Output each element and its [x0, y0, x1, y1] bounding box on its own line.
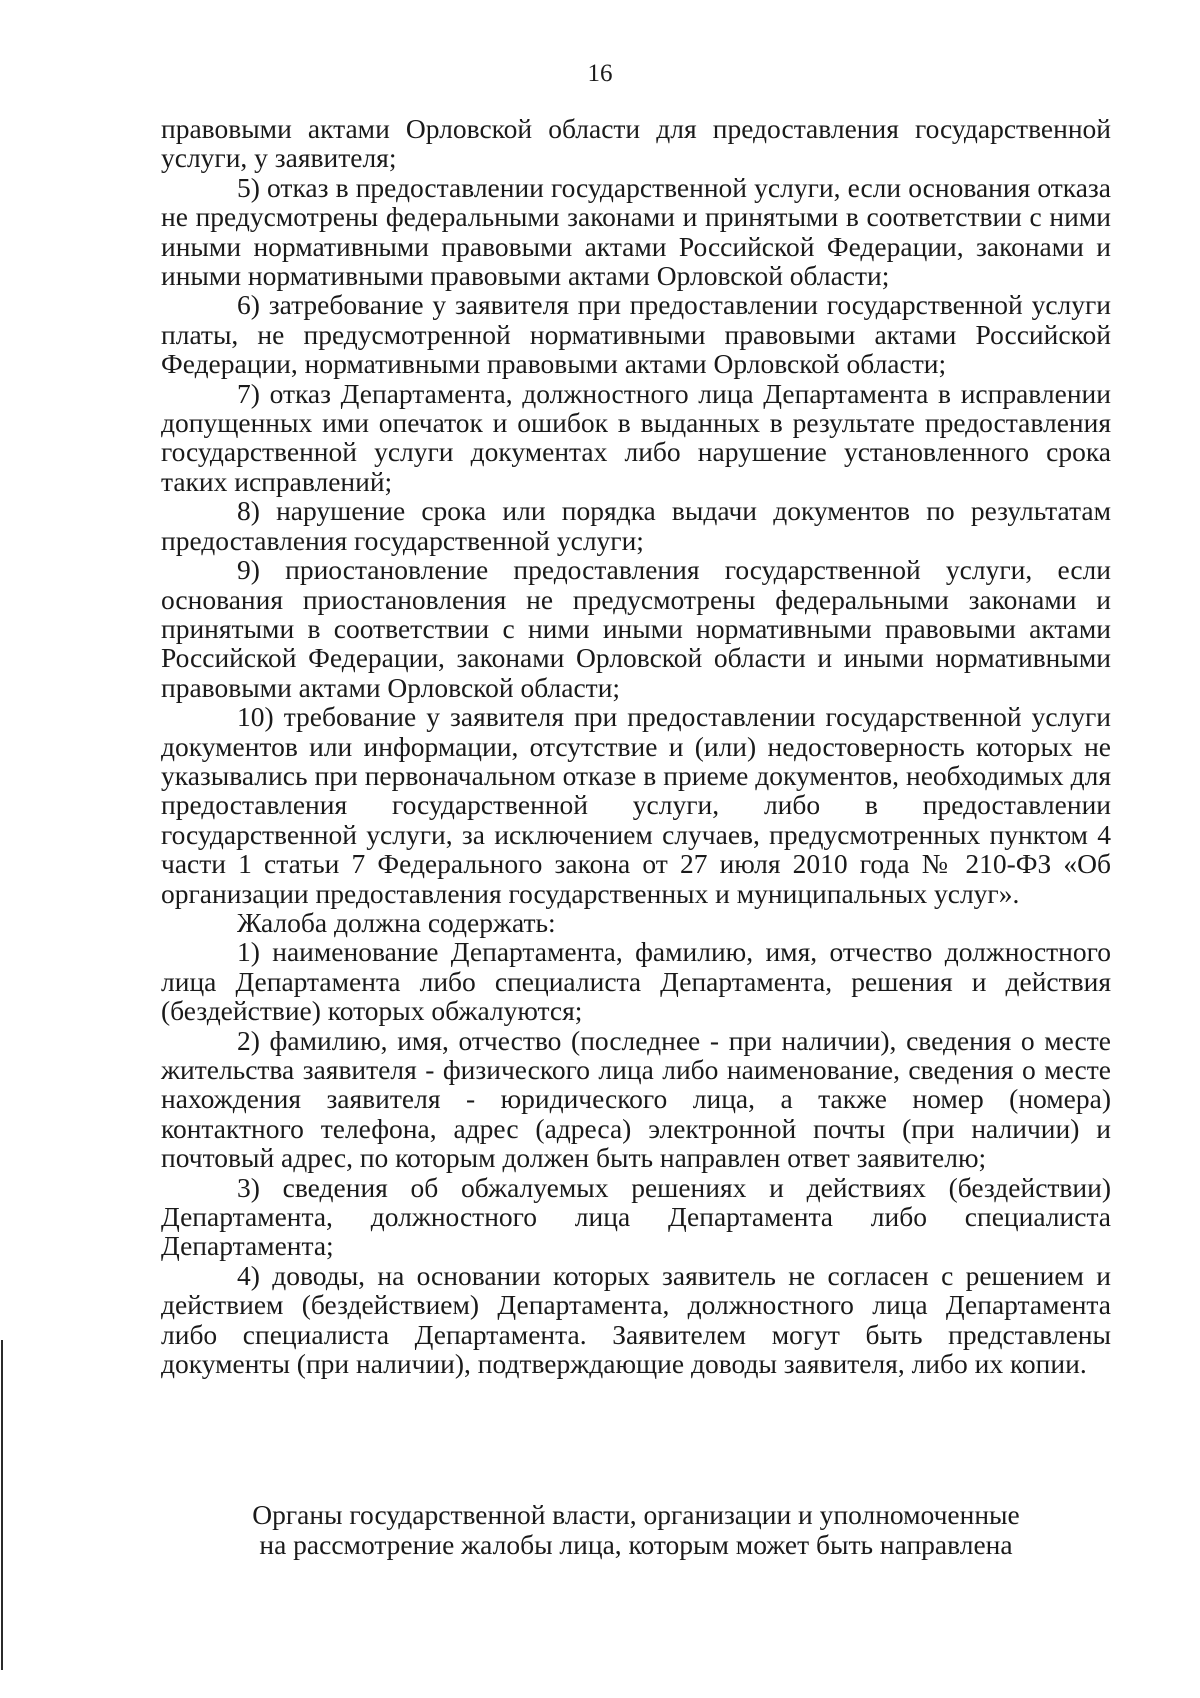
paragraph-item-9: 9) приостановление предоставления государственной услуги, если основания приостановления не предусмотрены федеральными законами и принятыми в соответствии с ними иными нормативными правовыми актами Российской Федерации, законами Орловской области и иными нормативными правовыми актами Орловской области;: [161, 554, 1111, 703]
document-body: [161, 114, 1111, 1378]
paragraph-item-6: 6) затребование у заявителя при предоставлении государственной услуги платы, не предусмотренной нормативными правовыми актами Российской Федерации, нормативными правовыми актами Орловской области;: [161, 289, 1111, 380]
page-number: 16: [587, 60, 613, 87]
paragraph-item-10: 10) требование у заявителя при предоставлении государственной услуги документов или информации, отсутствие и (или) недостоверность которых не указывались при первоначальном отказе в приеме документов, необходимых для предоставления государственной услуги, либо в предоставлении государственной услуги, за исключением случаев, предусмотренных пунктом 4 части 1 статьи 7 Федерального закона от 27 июля 2010 года № 210-ФЗ «Об организации предоставления государственных и муниципальных услуг».: [161, 701, 1111, 909]
paragraph-complaint-item-2: 2) фамилию, имя, отчество (последнее - при наличии), сведения о месте жительства заявителя - физического лица либо наименование, сведения о месте нахождения заявителя - юридического лица, а также номер (номера) контактного телефона, адрес (адреса) электронной почты (при наличии) и почтовый адрес, по которым должен быть направлен ответ заявителю;: [161, 1024, 1111, 1174]
paragraph-complaint-intro: Жалоба должна содержать:: [237, 906, 556, 938]
section-heading-line-2: на рассмотрение жалобы лица, которым может быть направлена: [259, 1529, 1013, 1560]
paragraph-complaint-item-1: 1) наименование Департамента, фамилию, имя, отчество должностного лица Департамента либо специалиста Департамента, решения и действия (бездействие) которых обжалуются;: [161, 936, 1111, 1027]
paragraph-item-7: 7) отказ Департамента, должностного лица Департамента в исправлении допущенных ими опечаток и ошибок в выданных в результате предоставления государственной услуги документах либо нарушение установленного срока таких исправлений;: [161, 377, 1111, 497]
section-heading-line-1: Органы государственной власти, организации и уполномоченные: [252, 1499, 1020, 1530]
paragraph-continuation: правовыми актами Орловской области для предоставления государственной услуги, у заявителя;: [161, 113, 1111, 174]
scan-edge-mark: [1, 1340, 3, 1670]
paragraph-item-8: 8) нарушение срока или порядка выдачи документов по результатам предоставления государственной услуги;: [161, 495, 1111, 556]
paragraph-complaint-item-4: 4) доводы, на основании которых заявитель не согласен с решением и действием (бездействием) Департамента, должностного лица Департамента либо специалиста Департамента. Заявителем могут быть представлены документы (при наличии), подтверждающие доводы заявителя, либо их копии.: [161, 1259, 1111, 1380]
section-heading: [161, 1500, 1111, 1560]
paragraph-complaint-item-3: 3) сведения об обжалуемых решениях и действиях (бездействии) Департамента, должностного лица Департамента либо специалиста Департамента;: [161, 1171, 1111, 1262]
paragraph-item-5: 5) отказ в предоставлении государственной услуги, если основания отказа не предусмотрены федеральными законами и принятыми в соответствии с ними иными нормативными правовыми актами Российской Федерации, законами и иными нормативными правовыми актами Орловской области;: [161, 171, 1111, 292]
